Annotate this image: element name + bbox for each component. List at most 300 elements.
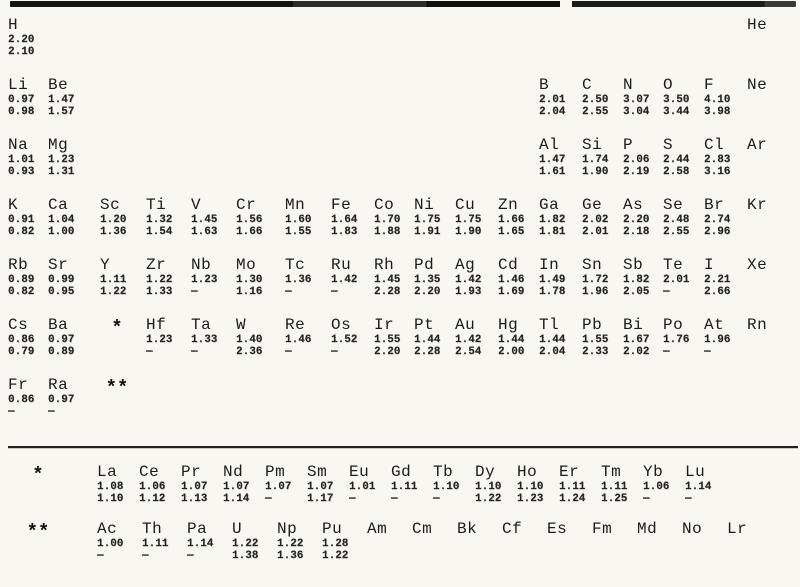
electronegativity-value-top: 1.67 xyxy=(623,334,650,346)
table-row-lanthanides xyxy=(8,464,800,505)
electronegativity-value-bottom: 1.33 xyxy=(146,286,173,298)
element-cell-Lr xyxy=(727,521,772,562)
electronegativity-value-bottom: 2.28 xyxy=(374,286,401,298)
electronegativity-value-bottom: 2.20 xyxy=(414,286,441,298)
electronegativity-value-top: 1.10 xyxy=(517,481,544,493)
element-cell-Yb xyxy=(643,464,685,505)
element-cell-Ar xyxy=(747,137,791,178)
element-symbol: Kr xyxy=(747,196,768,214)
scan-artifact-top-edge xyxy=(10,1,796,7)
element-cell-Gd xyxy=(391,464,433,505)
element-symbol: Cf xyxy=(502,520,523,538)
element-symbol: Zr xyxy=(146,256,167,274)
element-cell-Hf xyxy=(146,317,191,358)
footnote-marker xyxy=(8,464,97,505)
element-symbol: Pm xyxy=(265,463,286,481)
electronegativity-value-top: 1.23 xyxy=(146,334,173,346)
electronegativity-value-top: 2.01 xyxy=(663,274,690,286)
separator-line xyxy=(8,446,798,448)
electronegativity-value-bottom: 0.79 xyxy=(8,346,35,358)
table-row-period-4 xyxy=(8,197,800,238)
electronegativity-value-top: 1.10 xyxy=(433,481,460,493)
electronegativity-value-bottom: 1.61 xyxy=(539,166,566,178)
element-symbol: V xyxy=(191,196,202,214)
electronegativity-value-bottom: — xyxy=(663,346,670,358)
electronegativity-value-bottom: — xyxy=(265,493,272,505)
electronegativity-value-bottom: 1.83 xyxy=(331,226,358,238)
element-symbol: Mn xyxy=(285,196,306,214)
element-symbol: Cm xyxy=(412,520,433,538)
element-cell-Mn xyxy=(285,197,331,238)
electronegativity-value-top: 1.55 xyxy=(374,334,401,346)
electronegativity-value-top: 1.22 xyxy=(232,538,259,550)
electronegativity-value-bottom: — xyxy=(191,346,198,358)
electronegativity-value-top: 2.20 xyxy=(8,34,35,46)
electronegativity-value-top: 1.11 xyxy=(391,481,418,493)
electronegativity-value-top: 1.70 xyxy=(374,214,401,226)
element-cell-Sc xyxy=(100,197,146,238)
electronegativity-value-bottom: 2.10 xyxy=(8,46,35,58)
element-cell-Ti xyxy=(146,197,191,238)
element-cell-Si xyxy=(582,137,623,178)
element-symbol: La xyxy=(97,463,118,481)
element-symbol: Sr xyxy=(48,256,69,274)
electronegativity-value-bottom: — xyxy=(704,346,711,358)
element-symbol: Th xyxy=(142,520,163,538)
element-symbol: No xyxy=(682,520,703,538)
element-symbol: Fe xyxy=(331,196,352,214)
element-cell-Br xyxy=(704,197,747,238)
element-cell-Bk xyxy=(457,521,502,562)
electronegativity-value-top: 1.23 xyxy=(48,154,75,166)
electronegativity-value-bottom: 0.82 xyxy=(8,226,35,238)
element-symbol: Be xyxy=(48,76,69,94)
element-symbol: Bk xyxy=(457,520,478,538)
electronegativity-value-bottom: 2.01 xyxy=(582,226,609,238)
footnote-marker-glyph: * xyxy=(111,317,123,339)
electronegativity-value-bottom: — xyxy=(285,346,292,358)
element-cell-In xyxy=(539,257,582,298)
element-cell-U xyxy=(232,521,277,562)
element-cell-Ac xyxy=(97,521,142,562)
electronegativity-value-top: 1.35 xyxy=(414,274,441,286)
electronegativity-value-top: 1.06 xyxy=(139,481,166,493)
element-cell-V xyxy=(191,197,236,238)
electronegativity-value-top: 0.86 xyxy=(8,394,35,406)
element-cell-Ga xyxy=(539,197,582,238)
element-symbol: F xyxy=(704,76,715,94)
element-symbol: Y xyxy=(100,256,111,274)
element-symbol: Po xyxy=(663,316,684,334)
electronegativity-value-bottom: 2.58 xyxy=(663,166,690,178)
electronegativity-value-top: 1.07 xyxy=(223,481,250,493)
electronegativity-value-bottom: 2.04 xyxy=(539,106,566,118)
element-symbol: Ga xyxy=(539,196,560,214)
electronegativity-value-bottom: — xyxy=(191,286,198,298)
element-symbol: Se xyxy=(663,196,684,214)
electronegativity-value-top: 1.72 xyxy=(582,274,609,286)
electronegativity-value-top: 1.45 xyxy=(191,214,218,226)
electronegativity-value-bottom: 1.65 xyxy=(498,226,525,238)
element-cell-Ra xyxy=(48,377,100,418)
element-cell-Ta xyxy=(191,317,236,358)
electronegativity-value-bottom: 2.36 xyxy=(236,346,263,358)
element-symbol: H xyxy=(8,16,19,34)
element-cell-Tm xyxy=(601,464,643,505)
electronegativity-value-top: 3.07 xyxy=(623,94,650,106)
electronegativity-value-bottom: — xyxy=(433,493,440,505)
electronegativity-value-top: 1.52 xyxy=(331,334,358,346)
element-cell-Ru xyxy=(331,257,374,298)
element-cell-Po xyxy=(663,317,704,358)
element-cell-No xyxy=(682,521,727,562)
element-cell-Cs xyxy=(8,317,48,358)
electronegativity-value-bottom: 2.55 xyxy=(582,106,609,118)
element-cell-Fr xyxy=(8,377,48,418)
electronegativity-value-bottom: 3.98 xyxy=(704,106,731,118)
element-symbol: Tc xyxy=(285,256,306,274)
element-cell-Sm xyxy=(307,464,349,505)
element-cell-Rh xyxy=(374,257,414,298)
element-cell-Co xyxy=(374,197,414,238)
electronegativity-value-top: 1.42 xyxy=(455,274,482,286)
electronegativity-value-bottom: — xyxy=(142,550,149,562)
element-cell-Ce xyxy=(139,464,181,505)
electronegativity-value-bottom: 1.63 xyxy=(191,226,218,238)
element-cell-Dy xyxy=(475,464,517,505)
footnote-marker xyxy=(100,317,146,358)
element-symbol: Er xyxy=(559,463,580,481)
element-symbol: Hg xyxy=(498,316,519,334)
electronegativity-value-bottom: — xyxy=(285,286,292,298)
element-symbol: Lr xyxy=(727,520,748,538)
electronegativity-value-bottom: 1.36 xyxy=(100,226,127,238)
electronegativity-value-bottom: 1.38 xyxy=(232,550,259,562)
table-row-period-5 xyxy=(8,257,800,298)
electronegativity-value-top: 1.14 xyxy=(187,538,214,550)
electronegativity-value-top: 1.01 xyxy=(8,154,35,166)
element-symbol: Cs xyxy=(8,316,29,334)
element-cell-Md xyxy=(637,521,682,562)
electronegativity-value-bottom: — xyxy=(391,493,398,505)
element-symbol: Am xyxy=(367,520,388,538)
element-symbol: Ra xyxy=(48,376,69,394)
electronegativity-value-top: 1.64 xyxy=(331,214,358,226)
electronegativity-value-top: 0.86 xyxy=(8,334,35,346)
element-symbol: Pb xyxy=(582,316,603,334)
element-symbol: W xyxy=(236,316,247,334)
electronegativity-value-bottom: 1.14 xyxy=(223,493,250,505)
element-symbol: Sb xyxy=(623,256,644,274)
element-symbol: Sn xyxy=(582,256,603,274)
element-cell-Ni xyxy=(414,197,455,238)
element-symbol: Ne xyxy=(747,76,768,94)
electronegativity-value-bottom: 2.66 xyxy=(704,286,731,298)
electronegativity-value-top: 1.00 xyxy=(97,538,124,550)
element-cell-Nd xyxy=(223,464,265,505)
electronegativity-value-bottom: 3.16 xyxy=(704,166,731,178)
electronegativity-value-bottom: 0.95 xyxy=(48,286,75,298)
electronegativity-value-top: 1.82 xyxy=(623,274,650,286)
footnote-marker-glyph: * xyxy=(32,464,44,486)
electronegativity-value-top: 2.20 xyxy=(623,214,650,226)
electronegativity-value-bottom: 0.93 xyxy=(8,166,35,178)
electronegativity-value-top: 1.28 xyxy=(322,538,349,550)
element-cell-Li xyxy=(8,77,48,118)
element-symbol: Sm xyxy=(307,463,328,481)
element-symbol: Mg xyxy=(48,136,69,154)
element-symbol: Na xyxy=(8,136,29,154)
electronegativity-value-top: 1.60 xyxy=(285,214,312,226)
element-cell-Sn xyxy=(582,257,623,298)
element-symbol: Lu xyxy=(685,463,706,481)
element-cell-Rn xyxy=(747,317,791,358)
element-symbol: P xyxy=(623,136,634,154)
electronegativity-value-top: 1.11 xyxy=(601,481,628,493)
element-cell-O xyxy=(663,77,704,118)
electronegativity-value-bottom: — xyxy=(48,406,55,418)
element-cell-Se xyxy=(663,197,704,238)
footnote-marker-glyph: ** xyxy=(105,377,129,399)
element-cell-Kr xyxy=(747,197,791,238)
element-symbol: Ni xyxy=(414,196,435,214)
element-symbol: C xyxy=(582,76,593,94)
element-symbol: As xyxy=(623,196,644,214)
element-symbol: Co xyxy=(374,196,395,214)
element-symbol: Es xyxy=(547,520,568,538)
element-cell-Cm xyxy=(412,521,457,562)
electronegativity-value-bottom: 1.57 xyxy=(48,106,75,118)
element-cell-At xyxy=(704,317,747,358)
element-cell-Tb xyxy=(433,464,475,505)
element-cell-Cr xyxy=(236,197,285,238)
electronegativity-value-top: 2.02 xyxy=(582,214,609,226)
element-symbol: Nd xyxy=(223,463,244,481)
element-cell-Al xyxy=(539,137,582,178)
electronegativity-value-top: 1.66 xyxy=(498,214,525,226)
electronegativity-value-bottom: 1.88 xyxy=(374,226,401,238)
element-cell-Ba xyxy=(48,317,100,358)
element-symbol: Fr xyxy=(8,376,29,394)
electronegativity-value-top: 1.22 xyxy=(277,538,304,550)
electronegativity-value-bottom: 1.66 xyxy=(236,226,263,238)
electronegativity-value-top: 2.74 xyxy=(704,214,731,226)
element-cell-Ca xyxy=(48,197,100,238)
element-symbol: Dy xyxy=(475,463,496,481)
electronegativity-value-top: 0.97 xyxy=(48,334,75,346)
element-cell-La xyxy=(97,464,139,505)
element-symbol: Ta xyxy=(191,316,212,334)
electronegativity-value-bottom: — xyxy=(349,493,356,505)
electronegativity-value-top: 1.20 xyxy=(100,214,127,226)
element-symbol: Te xyxy=(663,256,684,274)
element-symbol: Li xyxy=(8,76,29,94)
element-symbol: In xyxy=(539,256,560,274)
element-cell-Eu xyxy=(349,464,391,505)
element-symbol: Cu xyxy=(455,196,476,214)
element-symbol: At xyxy=(704,316,725,334)
electronegativity-value-bottom: 1.55 xyxy=(285,226,312,238)
electronegativity-value-bottom: — xyxy=(331,286,338,298)
element-cell-Pa xyxy=(187,521,232,562)
electronegativity-value-bottom: 1.69 xyxy=(498,286,525,298)
element-symbol: Pt xyxy=(414,316,435,334)
electronegativity-value-bottom: 1.22 xyxy=(475,493,502,505)
element-symbol: Ag xyxy=(455,256,476,274)
element-cell-Fm xyxy=(592,521,637,562)
electronegativity-value-top: 1.47 xyxy=(539,154,566,166)
element-cell-Pu xyxy=(322,521,367,562)
element-symbol: Tm xyxy=(601,463,622,481)
electronegativity-value-bottom: 2.04 xyxy=(539,346,566,358)
element-cell-Cu xyxy=(455,197,498,238)
element-symbol: Os xyxy=(331,316,352,334)
element-cell-Be xyxy=(48,77,100,118)
electronegativity-value-bottom: 1.25 xyxy=(601,493,628,505)
electronegativity-value-top: 1.11 xyxy=(559,481,586,493)
periodic-table-main-block xyxy=(8,17,800,418)
element-symbol: He xyxy=(747,16,768,34)
element-symbol: K xyxy=(8,196,19,214)
f-block-rows xyxy=(8,464,800,562)
element-symbol: Cr xyxy=(236,196,257,214)
element-cell-I xyxy=(704,257,747,298)
electronegativity-value-bottom: — xyxy=(146,346,153,358)
element-cell-Nb xyxy=(191,257,236,298)
element-symbol: Yb xyxy=(643,463,664,481)
element-symbol: S xyxy=(663,136,674,154)
element-cell-Pb xyxy=(582,317,623,358)
electronegativity-value-bottom: 1.24 xyxy=(559,493,586,505)
electronegativity-value-top: 0.97 xyxy=(8,94,35,106)
electronegativity-value-bottom: 0.89 xyxy=(48,346,75,358)
electronegativity-value-top: 1.04 xyxy=(48,214,75,226)
electronegativity-value-top: 1.08 xyxy=(97,481,124,493)
table-row-period-3 xyxy=(8,137,800,178)
element-cell-As xyxy=(623,197,663,238)
electronegativity-value-top: 0.97 xyxy=(48,394,75,406)
element-symbol: U xyxy=(232,520,243,538)
electronegativity-value-top: 1.96 xyxy=(704,334,731,346)
element-symbol: Re xyxy=(285,316,306,334)
element-symbol: Cd xyxy=(498,256,519,274)
element-symbol: Rb xyxy=(8,256,29,274)
element-cell-Hg xyxy=(498,317,539,358)
electronegativity-value-bottom: 1.96 xyxy=(582,286,609,298)
element-cell-Na xyxy=(8,137,48,178)
electronegativity-value-top: 1.14 xyxy=(685,481,712,493)
electronegativity-value-top: 1.30 xyxy=(236,274,263,286)
electronegativity-value-bottom: — xyxy=(663,286,670,298)
element-symbol: Np xyxy=(277,520,298,538)
element-symbol: Rn xyxy=(747,316,768,334)
electronegativity-value-top: 1.36 xyxy=(285,274,312,286)
electronegativity-value-bottom: 1.54 xyxy=(146,226,173,238)
element-cell-Pd xyxy=(414,257,455,298)
electronegativity-value-bottom: 0.98 xyxy=(8,106,35,118)
electronegativity-value-bottom: 1.93 xyxy=(455,286,482,298)
electronegativity-value-bottom: 1.90 xyxy=(455,226,482,238)
element-cell-Mo xyxy=(236,257,285,298)
electronegativity-value-top: 1.45 xyxy=(374,274,401,286)
element-symbol: Zn xyxy=(498,196,519,214)
element-cell-S xyxy=(663,137,704,178)
electronegativity-value-bottom: 1.12 xyxy=(139,493,166,505)
electronegativity-value-top: 1.40 xyxy=(236,334,263,346)
electronegativity-value-top: 1.44 xyxy=(498,334,525,346)
element-symbol: Ge xyxy=(582,196,603,214)
electronegativity-value-bottom: 2.28 xyxy=(414,346,441,358)
electronegativity-value-top: 1.23 xyxy=(191,274,218,286)
element-symbol: Pr xyxy=(181,463,202,481)
element-symbol: Br xyxy=(704,196,725,214)
electronegativity-value-top: 1.42 xyxy=(455,334,482,346)
element-symbol: Bi xyxy=(623,316,644,334)
element-cell-Te xyxy=(663,257,704,298)
electronegativity-value-bottom: 3.44 xyxy=(663,106,690,118)
electronegativity-value-bottom: 2.00 xyxy=(498,346,525,358)
electronegativity-value-top: 1.07 xyxy=(307,481,334,493)
element-cell-Rb xyxy=(8,257,48,298)
element-cell-Cl xyxy=(704,137,747,178)
element-cell-B xyxy=(539,77,582,118)
element-symbol: Gd xyxy=(391,463,412,481)
element-symbol: Pd xyxy=(414,256,435,274)
electronegativity-value-bottom: 1.36 xyxy=(277,550,304,562)
element-cell-Os xyxy=(331,317,374,358)
element-symbol: Fm xyxy=(592,520,613,538)
electronegativity-value-top: 1.75 xyxy=(414,214,441,226)
electronegativity-value-top: 2.01 xyxy=(539,94,566,106)
element-symbol: Ca xyxy=(48,196,69,214)
element-symbol: Pa xyxy=(187,520,208,538)
electronegativity-value-bottom: 2.18 xyxy=(623,226,650,238)
electronegativity-value-bottom: 1.91 xyxy=(414,226,441,238)
electronegativity-value-bottom: 2.02 xyxy=(623,346,650,358)
element-cell-Au xyxy=(455,317,498,358)
electronegativity-value-top: 1.10 xyxy=(475,481,502,493)
element-cell-Fe xyxy=(331,197,374,238)
table-row-actinides xyxy=(8,521,800,562)
element-symbol: Cl xyxy=(704,136,725,154)
electronegativity-value-bottom: 1.23 xyxy=(517,493,544,505)
electronegativity-value-top: 1.07 xyxy=(181,481,208,493)
element-symbol: Ru xyxy=(331,256,352,274)
electronegativity-value-top: 1.22 xyxy=(146,274,173,286)
element-cell-Sb xyxy=(623,257,663,298)
element-symbol: Ho xyxy=(517,463,538,481)
element-cell-Tc xyxy=(285,257,331,298)
element-cell-Ho xyxy=(517,464,559,505)
element-cell-H xyxy=(8,17,48,58)
electronegativity-value-top: 1.42 xyxy=(331,274,358,286)
element-cell-F xyxy=(704,77,747,118)
element-cell-Th xyxy=(142,521,187,562)
element-symbol: Au xyxy=(455,316,476,334)
element-cell-Bi xyxy=(623,317,663,358)
element-cell-Am xyxy=(367,521,412,562)
electronegativity-value-top: 2.21 xyxy=(704,274,731,286)
element-cell-Mg xyxy=(48,137,100,178)
element-cell-P xyxy=(623,137,663,178)
element-symbol: Tb xyxy=(433,463,454,481)
electronegativity-value-bottom: — xyxy=(643,493,650,505)
element-cell-Sr xyxy=(48,257,100,298)
electronegativity-value-top: 1.76 xyxy=(663,334,690,346)
electronegativity-value-top: 1.56 xyxy=(236,214,263,226)
electronegativity-value-bottom: — xyxy=(187,550,194,562)
element-symbol: N xyxy=(623,76,634,94)
